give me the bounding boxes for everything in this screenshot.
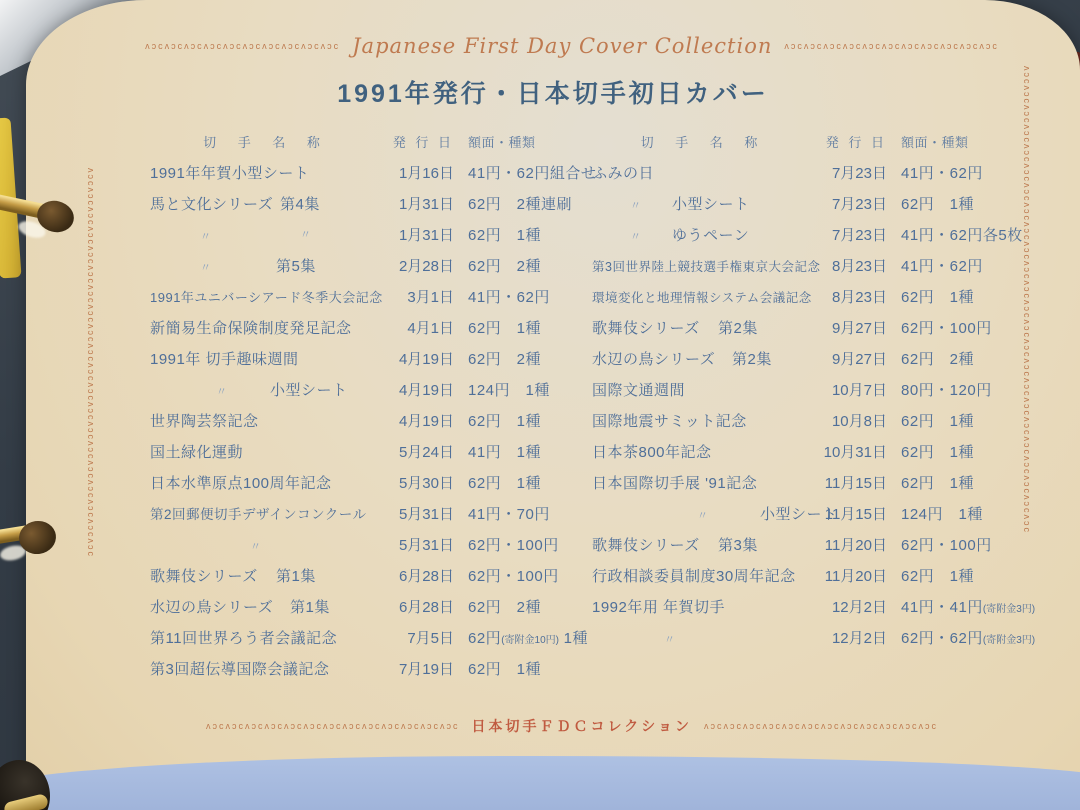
denomination-types: 62円 2種 xyxy=(468,351,542,368)
issue-date: 9月27日 xyxy=(831,351,887,368)
stamp-name: 国際文通週間 xyxy=(592,382,686,399)
denomination-types: 124円 1種 xyxy=(468,382,550,399)
column-header-value: 額面・種類 xyxy=(901,135,969,150)
issue-date: 1月31日 xyxy=(398,227,454,244)
table-header-row xyxy=(592,128,1024,158)
table-row xyxy=(592,561,1024,592)
denomination-types: 62円 2種 xyxy=(468,258,542,275)
table-row xyxy=(592,530,1024,561)
stamp-name: 世界陶芸祭記念 xyxy=(150,413,259,430)
table-row xyxy=(592,220,1024,251)
issue-date: 5月24日 xyxy=(398,444,454,461)
denomination-types: 62円 1種 xyxy=(901,444,975,461)
desk-surface xyxy=(0,756,1080,810)
stamp-name: 1991年ユニバーシアード冬季大会記念 xyxy=(150,290,383,305)
ornament-strip: ʌɔcʌɔcʌɔcʌɔcʌɔcʌɔcʌɔcʌɔcʌɔcʌɔcʌɔcʌɔcʌɔc xyxy=(206,721,460,731)
stamp-name: 1992年用 年賀切手 xyxy=(592,599,726,616)
table-row xyxy=(150,499,574,530)
issue-date: 11月20日 xyxy=(824,568,887,585)
column-header-value: 額面・種類 xyxy=(468,135,536,150)
stamp-name: 〃 xyxy=(664,634,676,646)
issue-date: 7月23日 xyxy=(831,227,887,244)
stamp-subname: 第1集 xyxy=(276,568,316,585)
stamp-subname: 小型シート xyxy=(760,506,838,523)
denomination-types: 62円 2種連刷 xyxy=(468,196,573,213)
ornament-border-right: ʌɔcʌɔcʌɔcʌɔcʌɔcʌɔcʌɔcʌɔcʌɔcʌɔcʌɔcʌɔcʌɔcʌɔcʌɔcʌɔcʌɔcʌɔcʌɔcʌɔcʌɔcʌɔcʌɔcʌɔc xyxy=(1022,66,1032,534)
denomination-types: 62円 2種 xyxy=(468,599,542,616)
issue-date: 4月19日 xyxy=(398,382,454,399)
denomination-types: 80円・120円 xyxy=(901,382,992,399)
ornament-border-bottom xyxy=(108,716,1036,736)
stamp-name: 水辺の鳥シリーズ 第2集 xyxy=(592,344,815,375)
stamp-name: 日本水準原点100周年記念 xyxy=(150,475,332,492)
stamp-subname: ゆうペーン xyxy=(672,227,750,244)
table-row xyxy=(150,375,574,406)
issue-date: 3月1日 xyxy=(407,289,454,306)
column-header-name: 切 手 名 称 xyxy=(203,135,329,150)
stamp-subname: 〃 xyxy=(300,229,312,241)
denomination-types: 62円 1種 xyxy=(901,289,975,306)
stamp-name: 〃 小型シート xyxy=(592,499,815,532)
stamp-name: 第3回世界陸上競技選手権東京大会記念 xyxy=(592,260,821,274)
denomination-types: 62円 2種 xyxy=(901,351,975,368)
denomination-types: 62円・100円 xyxy=(901,320,992,337)
issue-date: 12月2日 xyxy=(831,599,887,616)
stamp-subname: 第3集 xyxy=(718,537,758,554)
table-row xyxy=(150,282,574,313)
stamp-name: 1991年 切手趣味週間 xyxy=(150,351,299,368)
table-row xyxy=(150,158,597,189)
table-row xyxy=(592,499,1024,530)
table-row xyxy=(150,220,574,251)
stamp-subname: 第5集 xyxy=(276,258,316,275)
issue-date: 11月15日 xyxy=(824,506,887,523)
stamp-name: 国土緑化運動 xyxy=(150,444,244,461)
stamp-name: 新簡易生命保険制度発足記念 xyxy=(150,320,352,337)
denomination-types: 41円・62円組合せ xyxy=(468,165,597,182)
ornament-strip: ʌɔcʌɔcʌɔcʌɔcʌɔcʌɔcʌɔcʌɔcʌɔcʌɔcʌɔc xyxy=(784,41,999,51)
denomination-types: 62円 1種 xyxy=(468,413,542,430)
column-header-date: 発 行 日 xyxy=(825,135,887,150)
stamp-subname: 第4集 xyxy=(280,196,320,213)
table-row xyxy=(592,437,1024,468)
issue-date: 1月31日 xyxy=(398,196,454,213)
denomination-types: 62円 1種 xyxy=(901,475,975,492)
table-row xyxy=(150,623,588,654)
table-row xyxy=(150,251,574,282)
stamp-name: 〃 xyxy=(250,541,262,553)
ornament-strip: ʌɔcʌɔcʌɔcʌɔcʌɔcʌɔcʌɔcʌɔcʌɔcʌɔcʌɔcʌɔc xyxy=(703,721,938,731)
issue-date: 8月23日 xyxy=(831,258,887,275)
table-row xyxy=(150,530,574,561)
issue-date: 7月23日 xyxy=(831,196,887,213)
denomination-types: 62円・100円 xyxy=(901,537,992,554)
stamp-name: 環境変化と地理情報システム会議記念 xyxy=(592,291,812,305)
denomination-types: 62円(寄附金10円) 1種 xyxy=(468,630,588,647)
stamp-name: 歌舞伎シリーズ 第2集 xyxy=(592,313,815,344)
denomination-types: 41円・70円 xyxy=(468,506,550,523)
table-row xyxy=(592,344,1024,375)
issue-date: 10月8日 xyxy=(831,413,887,430)
issue-date: 5月30日 xyxy=(398,475,454,492)
table-row xyxy=(150,406,574,437)
issue-date: 11月20日 xyxy=(824,537,887,554)
table-row xyxy=(150,437,574,468)
issue-date: 10月31日 xyxy=(823,444,887,461)
issue-date: 4月19日 xyxy=(398,351,454,368)
issue-date: 7月23日 xyxy=(831,165,887,182)
ornament-border-top xyxy=(108,34,1036,58)
table-row xyxy=(592,251,1024,282)
denomination-types: 62円 1種 xyxy=(901,568,975,585)
issue-date: 6月28日 xyxy=(398,568,454,585)
denomination-types: 62円・100円 xyxy=(468,537,559,554)
denomination-types: 62円 1種 xyxy=(468,475,542,492)
table-row xyxy=(150,344,574,375)
stamp-name: 〃 第5集 xyxy=(150,251,382,284)
issue-date: 9月27日 xyxy=(831,320,887,337)
table-row xyxy=(150,592,574,623)
stamp-subname: 小型シート xyxy=(270,382,348,399)
collection-script-title: Japanese First Day Cover Collection xyxy=(352,34,773,58)
issue-date: 7月5日 xyxy=(407,630,454,647)
denomination-types: 62円 1種 xyxy=(468,320,542,337)
stamp-subname: 第2集 xyxy=(732,351,772,368)
table-row xyxy=(592,282,1024,313)
ornament-border-left: ʌɔcʌɔcʌɔcʌɔcʌɔcʌɔcʌɔcʌɔcʌɔcʌɔcʌɔcʌɔcʌɔcʌɔcʌɔcʌɔcʌɔcʌɔcʌɔcʌɔc xyxy=(86,168,96,558)
table-row xyxy=(150,654,574,685)
issue-date: 2月28日 xyxy=(398,258,454,275)
ornament-strip: ʌɔcʌɔcʌɔcʌɔcʌɔcʌɔcʌɔcʌɔcʌɔcʌɔc xyxy=(145,41,341,51)
table-row xyxy=(592,406,1024,437)
denomination-types: 41円・62円 xyxy=(468,289,550,306)
denomination-types: 62円 1種 xyxy=(468,227,542,244)
table-row xyxy=(150,561,574,592)
stamp-name: 歌舞伎シリーズ 第1集 xyxy=(150,561,382,592)
issue-date: 4月1日 xyxy=(407,320,454,337)
issue-date: 11月15日 xyxy=(824,475,887,492)
denomination-types: 41円・62円各5枚 xyxy=(901,227,1023,244)
stamp-name: 〃 〃 xyxy=(150,220,382,253)
page-title: 1991年発行・日本切手初日カバー xyxy=(337,80,769,108)
stamp-name: 日本茶800年記念 xyxy=(592,444,712,461)
stamp-name: 歌舞伎シリーズ 第3集 xyxy=(592,530,815,561)
denomination-types: 62円 1種 xyxy=(468,661,542,678)
table-row xyxy=(592,592,1036,623)
issue-date: 1月16日 xyxy=(398,165,454,182)
issue-date: 5月31日 xyxy=(398,506,454,523)
stamp-name: ふみの日 xyxy=(592,165,655,182)
stamp-table-left xyxy=(150,128,597,685)
denomination-types: 62円・100円 xyxy=(468,568,559,585)
denomination-types: 62円 1種 xyxy=(901,196,975,213)
column-header-name: 切 手 名 称 xyxy=(640,135,767,150)
stamp-name: 第2回郵便切手デザインコンクール xyxy=(150,507,367,522)
table-row xyxy=(592,313,1024,344)
denomination-types: 41円 1種 xyxy=(468,444,542,461)
stamp-name: 行政相談委員制度30周年記念 xyxy=(592,568,796,585)
table-row xyxy=(592,468,1024,499)
table-row xyxy=(592,158,1024,189)
stamp-name: 〃 小型シート xyxy=(150,375,382,408)
issue-date: 4月19日 xyxy=(398,413,454,430)
denomination-types: 41円・41円(寄附金3円) xyxy=(901,599,1036,616)
stamp-name: 第11回世界ろう者会議記念 xyxy=(150,630,338,647)
donation-note: (寄附金3円) xyxy=(982,635,1036,646)
stamp-name: 国際地震サミット記念 xyxy=(592,413,747,430)
denomination-types: 41円・62円 xyxy=(901,165,983,182)
denomination-types: 41円・62円 xyxy=(901,258,983,275)
footer-collection-label: 日本切手ＦＤＣコレクション xyxy=(471,718,692,734)
issue-date: 7月19日 xyxy=(398,661,454,678)
stamp-name: 第3回超伝導国際会議記念 xyxy=(150,661,330,678)
stamp-subname: 第1集 xyxy=(290,599,330,616)
stamp-name: 〃 小型シート xyxy=(592,189,815,222)
issue-date: 8月23日 xyxy=(831,289,887,306)
table-header-row xyxy=(150,128,574,158)
column-header-date: 発 行 日 xyxy=(392,135,454,150)
table-row xyxy=(592,623,1036,654)
denomination-types: 62円 1種 xyxy=(901,413,975,430)
stamp-name: 水辺の鳥シリーズ 第1集 xyxy=(150,592,382,623)
table-row xyxy=(150,468,574,499)
donation-note: (寄附金10円) xyxy=(501,635,559,646)
stamp-name: 〃 ゆうペーン xyxy=(592,220,815,253)
denomination-types: 124円 1種 xyxy=(901,506,983,523)
donation-note: (寄附金3円) xyxy=(982,604,1036,615)
type-count: 1種 xyxy=(558,630,588,647)
stamp-name: 馬と文化シリーズ 第4集 xyxy=(150,189,382,220)
issue-date: 5月31日 xyxy=(398,537,454,554)
table-row xyxy=(150,189,574,220)
denomination-types: 62円・62円(寄附金3円) xyxy=(901,630,1036,647)
issue-date: 6月28日 xyxy=(398,599,454,616)
stamp-name: 日本国際切手展 '91記念 xyxy=(592,475,758,492)
stamp-subname: 第2集 xyxy=(718,320,758,337)
table-row xyxy=(592,375,1024,406)
issue-date: 10月7日 xyxy=(831,382,887,399)
stamp-name: 1991年年賀小型シート xyxy=(150,165,310,182)
table-row xyxy=(150,313,574,344)
table-row xyxy=(592,189,1024,220)
stamp-subname: 小型シート xyxy=(672,196,750,213)
issue-date: 12月2日 xyxy=(831,630,887,647)
